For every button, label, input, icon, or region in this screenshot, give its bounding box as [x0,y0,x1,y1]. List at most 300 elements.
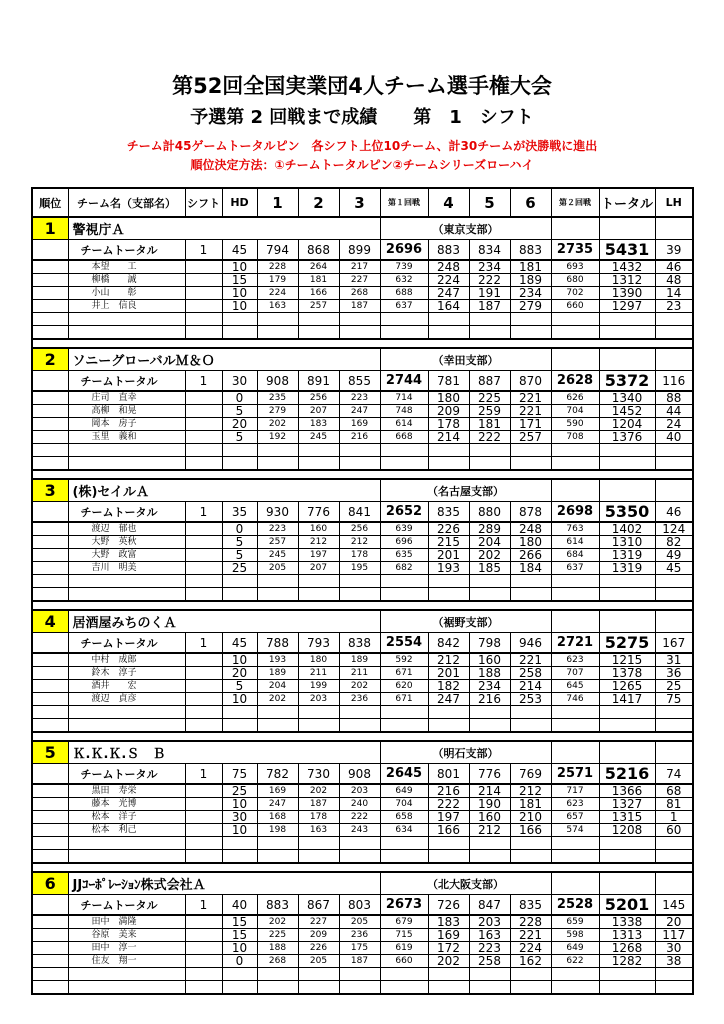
empty-cell [185,981,222,995]
player-game5: 222 [469,431,510,444]
separator-cell [32,863,693,872]
empty-cell [185,562,222,575]
player-game3: 212 [339,536,380,549]
player-name: 高柳 和晃 [68,405,185,418]
player-total: 1319 [599,549,655,562]
empty-cell [655,719,693,733]
empty-cell [68,981,185,995]
col-header-team: チーム名（支部名） [68,188,185,217]
player-name: 吉川 明美 [68,562,185,575]
player-game1: 225 [257,929,298,942]
empty-cell [32,562,68,575]
player-round2: 746 [551,693,599,706]
empty-cell [32,942,68,955]
team-separator [32,470,693,479]
branch-name: （東京支部） [380,217,551,240]
empty-cell [32,457,68,471]
player-game6: 181 [510,260,551,274]
empty-cell [510,575,551,588]
team-total-hd: 35 [222,502,257,523]
player-lh: 124 [655,522,693,536]
empty-cell [68,968,185,981]
player-round2: 684 [551,549,599,562]
player-row [32,942,693,955]
player-hd: 20 [222,418,257,431]
player-name: 酒井 宏 [68,680,185,693]
empty-cell [185,405,222,418]
player-round2: 637 [551,562,599,575]
team-total-game5: 798 [469,633,510,654]
player-lh: 117 [655,929,693,942]
team-total-shift: 1 [185,502,222,523]
player-game1: 205 [257,562,298,575]
team-total-game1: 908 [257,371,298,392]
empty-cell [339,575,380,588]
team-total-total: 5372 [599,371,655,392]
empty-cell [551,217,599,240]
empty-row [32,444,693,457]
player-row [32,929,693,942]
player-game6: 210 [510,811,551,824]
player-round1: 688 [380,287,428,300]
player-hd: 10 [222,300,257,313]
player-game4: 201 [428,549,469,562]
empty-cell [469,326,510,340]
empty-cell [380,575,428,588]
empty-cell [68,444,185,457]
rank-badge: 1 [32,217,68,240]
empty-cell [185,915,222,929]
player-game2: 181 [298,274,339,287]
player-game3: 169 [339,418,380,431]
empty-cell [510,981,551,995]
empty-cell [428,981,469,995]
player-round1: 634 [380,824,428,837]
player-round1: 637 [380,300,428,313]
empty-cell [257,719,298,733]
player-round1: 619 [380,942,428,955]
player-hd: 10 [222,260,257,274]
empty-cell [510,588,551,602]
empty-cell [599,326,655,340]
player-game3: 256 [339,522,380,536]
empty-cell [298,837,339,850]
empty-row [32,706,693,719]
team-total-game3: 899 [339,240,380,261]
team-total-lh: 39 [655,240,693,261]
player-round1: 614 [380,418,428,431]
empty-cell [68,850,185,864]
empty-cell [185,811,222,824]
player-game2: 166 [298,287,339,300]
empty-cell [257,575,298,588]
empty-cell [222,837,257,850]
team-total-round1: 2645 [380,764,428,785]
player-game4: 215 [428,536,469,549]
player-lh: 31 [655,653,693,667]
empty-cell [599,610,655,633]
empty-cell [68,326,185,340]
player-total: 1268 [599,942,655,955]
player-game6: 181 [510,798,551,811]
player-name: 岡本 房子 [68,418,185,431]
player-lh: 44 [655,405,693,418]
empty-cell [185,588,222,602]
player-game4: 169 [428,929,469,942]
player-game6: 189 [510,274,551,287]
player-game2: 178 [298,811,339,824]
player-round1: 632 [380,274,428,287]
empty-cell [655,217,693,240]
empty-cell [32,391,68,405]
team-separator [32,601,693,610]
empty-cell [298,588,339,602]
player-lh: 48 [655,274,693,287]
player-name: 小山 彰 [68,287,185,300]
player-hd: 15 [222,274,257,287]
player-game1: 268 [257,955,298,968]
empty-cell [339,981,380,995]
player-game3: 205 [339,915,380,929]
player-round2: 717 [551,784,599,798]
player-hd: 5 [222,536,257,549]
team-total-shift: 1 [185,633,222,654]
team-total-row [32,633,693,654]
player-game5: 234 [469,260,510,274]
player-round1: 671 [380,693,428,706]
empty-cell [32,274,68,287]
empty-cell [510,968,551,981]
empty-cell [222,444,257,457]
player-game5: 216 [469,693,510,706]
player-round2: 702 [551,287,599,300]
player-game2: 163 [298,824,339,837]
player-row [32,431,693,444]
empty-cell [222,326,257,340]
empty-cell [510,719,551,733]
player-game6: 228 [510,915,551,929]
empty-cell [32,981,68,995]
empty-cell [32,824,68,837]
player-game4: 182 [428,680,469,693]
team-total-shift: 1 [185,764,222,785]
team-total-round2: 2735 [551,240,599,261]
empty-row [32,457,693,471]
empty-cell [551,575,599,588]
player-game1: 163 [257,300,298,313]
player-game3: 236 [339,693,380,706]
player-lh: 45 [655,562,693,575]
empty-cell [655,444,693,457]
team-total-game2: 793 [298,633,339,654]
empty-cell [428,968,469,981]
player-game6: 214 [510,680,551,693]
player-game1: 192 [257,431,298,444]
player-lh: 14 [655,287,693,300]
player-round1: 639 [380,522,428,536]
col-header-hd: HD [222,188,257,217]
player-game2: 207 [298,405,339,418]
empty-row [32,326,693,340]
team-name: (株)セイルＡ [68,479,380,502]
player-game3: 178 [339,549,380,562]
player-name: 田中 満隆 [68,915,185,929]
empty-cell [32,549,68,562]
player-game3: 203 [339,784,380,798]
empty-cell [428,575,469,588]
player-game3: 247 [339,405,380,418]
team-total-game5: 847 [469,895,510,916]
player-game1: 202 [257,693,298,706]
col-header-shift: シフト [185,188,222,217]
player-lh: 36 [655,667,693,680]
player-game4: 212 [428,653,469,667]
player-lh: 40 [655,431,693,444]
empty-cell [428,850,469,864]
player-game4: 214 [428,431,469,444]
empty-cell [32,405,68,418]
player-game4: 222 [428,798,469,811]
player-game4: 193 [428,562,469,575]
player-round1: 658 [380,811,428,824]
player-game3: 195 [339,562,380,575]
player-game5: 188 [469,667,510,680]
player-round2: 708 [551,431,599,444]
player-total: 1378 [599,667,655,680]
empty-cell [380,457,428,471]
empty-cell [222,719,257,733]
team-total-round2: 2528 [551,895,599,916]
player-game6: 253 [510,693,551,706]
player-lh: 24 [655,418,693,431]
player-game1: 235 [257,391,298,405]
empty-cell [469,850,510,864]
team-total-row [32,764,693,785]
team-total-game3: 803 [339,895,380,916]
team-total-game6: 769 [510,764,551,785]
empty-cell [298,719,339,733]
player-game1: 202 [257,915,298,929]
team-total-game6: 883 [510,240,551,261]
player-game6: 224 [510,942,551,955]
empty-cell [185,536,222,549]
empty-cell [510,444,551,457]
player-lh: 1 [655,811,693,824]
player-total: 1313 [599,929,655,942]
player-game6: 162 [510,955,551,968]
player-game5: 202 [469,549,510,562]
player-total: 1432 [599,260,655,274]
team-total-game5: 834 [469,240,510,261]
player-hd: 0 [222,522,257,536]
empty-cell [599,217,655,240]
empty-cell [551,741,599,764]
empty-cell [32,850,68,864]
player-game4: 224 [428,274,469,287]
team-total-game2: 776 [298,502,339,523]
player-hd: 10 [222,942,257,955]
team-header-row [32,741,693,764]
empty-cell [339,850,380,864]
player-game2: 257 [298,300,339,313]
team-separator [32,863,693,872]
col-header-game5: 5 [469,188,510,217]
team-total-round2: 2721 [551,633,599,654]
team-total-game5: 880 [469,502,510,523]
player-game1: 228 [257,260,298,274]
empty-cell [380,850,428,864]
player-hd: 10 [222,798,257,811]
empty-cell [222,850,257,864]
player-name: 柳橋 誠 [68,274,185,287]
player-total: 1297 [599,300,655,313]
player-total: 1319 [599,562,655,575]
separator-cell [32,732,693,741]
player-name: 松本 利己 [68,824,185,837]
player-game1: 169 [257,784,298,798]
empty-cell [257,706,298,719]
empty-cell [257,326,298,340]
player-lh: 23 [655,300,693,313]
player-game6: 279 [510,300,551,313]
player-game5: 212 [469,824,510,837]
player-game4: 166 [428,824,469,837]
empty-cell [339,313,380,326]
player-row [32,549,693,562]
player-row [32,260,693,274]
player-game4: 201 [428,667,469,680]
empty-cell [32,300,68,313]
player-total: 1402 [599,522,655,536]
team-total-game3: 855 [339,371,380,392]
team-total-round1: 2673 [380,895,428,916]
player-game2: 226 [298,942,339,955]
player-game3: 202 [339,680,380,693]
player-hd: 10 [222,653,257,667]
player-game4: 248 [428,260,469,274]
player-name: 玉里 義和 [68,431,185,444]
empty-cell [339,706,380,719]
player-game6: 257 [510,431,551,444]
empty-cell [469,706,510,719]
player-total: 1417 [599,693,655,706]
player-game4: 226 [428,522,469,536]
team-total-game4: 781 [428,371,469,392]
col-header-total: トータル [599,188,655,217]
empty-cell [32,313,68,326]
player-game2: 205 [298,955,339,968]
player-game6: 184 [510,562,551,575]
empty-cell [655,457,693,471]
empty-cell [185,929,222,942]
branch-name: （裾野支部） [380,610,551,633]
empty-row [32,981,693,995]
empty-cell [68,575,185,588]
empty-cell [339,719,380,733]
empty-cell [655,741,693,764]
empty-cell [655,588,693,602]
empty-cell [298,706,339,719]
empty-cell [551,872,599,895]
empty-cell [428,588,469,602]
team-total-lh: 145 [655,895,693,916]
team-total-round2: 2628 [551,371,599,392]
player-game1: 189 [257,667,298,680]
empty-cell [469,719,510,733]
empty-cell [551,326,599,340]
team-total-total: 5216 [599,764,655,785]
player-hd: 30 [222,811,257,824]
team-total-total: 5275 [599,633,655,654]
empty-cell [185,549,222,562]
player-total: 1452 [599,405,655,418]
player-round2: 659 [551,915,599,929]
team-total-lh: 167 [655,633,693,654]
rank-badge: 4 [32,610,68,633]
empty-cell [298,444,339,457]
player-game2: 264 [298,260,339,274]
empty-cell [599,457,655,471]
team-total-game3: 838 [339,633,380,654]
empty-cell [551,457,599,471]
player-round1: 668 [380,431,428,444]
team-total-game1: 782 [257,764,298,785]
player-round1: 679 [380,915,428,929]
empty-cell [380,719,428,733]
empty-cell [32,588,68,602]
player-game5: 185 [469,562,510,575]
player-game5: 191 [469,287,510,300]
player-game2: 202 [298,784,339,798]
team-total-game6: 870 [510,371,551,392]
player-game4: 247 [428,693,469,706]
player-round2: 693 [551,260,599,274]
empty-cell [298,326,339,340]
empty-row [32,719,693,733]
player-game2: 211 [298,667,339,680]
col-header-game3: 3 [339,188,380,217]
player-round1: 620 [380,680,428,693]
empty-cell [380,444,428,457]
team-total-round1: 2554 [380,633,428,654]
empty-row [32,588,693,602]
empty-cell [32,955,68,968]
empty-cell [185,522,222,536]
player-row [32,536,693,549]
team-total-game4: 835 [428,502,469,523]
team-total-game1: 788 [257,633,298,654]
empty-cell [32,915,68,929]
team-total-row [32,240,693,261]
player-game2: 160 [298,522,339,536]
page-title: 第52回全国実業団4人チーム選手権大会 [172,74,552,98]
empty-cell [32,575,68,588]
player-hd: 5 [222,680,257,693]
player-game6: 221 [510,405,551,418]
empty-cell [185,444,222,457]
empty-cell [32,431,68,444]
player-row [32,693,693,706]
empty-cell [32,536,68,549]
empty-cell [185,784,222,798]
empty-cell [68,706,185,719]
player-game5: 223 [469,942,510,955]
empty-cell [32,764,68,785]
empty-cell [185,653,222,667]
empty-cell [32,837,68,850]
player-game6: 166 [510,824,551,837]
empty-cell [599,444,655,457]
